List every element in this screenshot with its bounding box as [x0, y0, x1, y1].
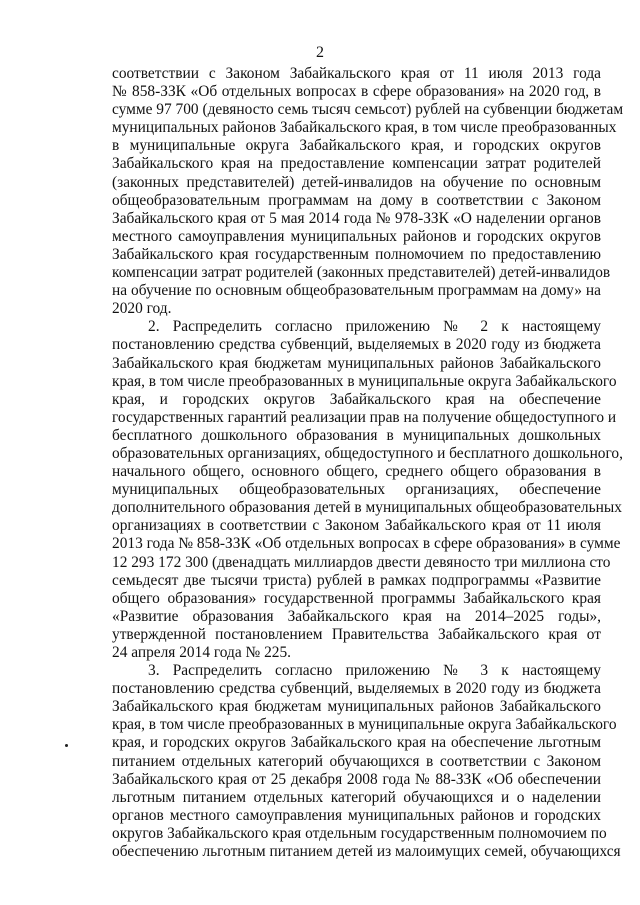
text-line: органов местного самоуправления муниципальных районов и городских: [112, 806, 601, 824]
text-line: 12 293 172 300 (двенадцать миллиардов двести девяносто три миллиона сто: [112, 553, 611, 571]
scan-speck: [65, 744, 68, 747]
text-line: 2. Распределить согласно приложению № 2 к настоящему: [148, 318, 601, 336]
text-line: № 858-ЗЗК «Об отдельных вопросах в сфере образования» на 2020 год, в: [112, 83, 601, 101]
text-line: компенсации затрат родителей (законных представителей) детей-инвалидов: [112, 264, 611, 282]
text-line: 2020 год.: [112, 300, 172, 318]
text-line: края, в том числе преобразованных в муниципальные округа Забайкальского: [112, 372, 617, 390]
text-line: округов Забайкальского края отдельным государственным полномочием по: [112, 824, 607, 842]
text-line: Забайкальского края бюджетам муниципальных районов Забайкальского: [112, 354, 601, 372]
text-line: «Развитие образования Забайкальского края на 2014–2025 годы»,: [112, 607, 601, 625]
text-line: питанием отдельных категорий обучающихся в соответствии с Законом: [112, 752, 601, 770]
text-line: общеобразовательным программам на дому в соответствии с Законом: [112, 191, 601, 209]
text-line: муниципальных общеобразовательных организациях, обеспечение: [112, 481, 601, 499]
text-line: 24 апреля 2014 года № 225.: [112, 644, 292, 661]
document-body: [112, 65, 624, 861]
page-number: 2: [316, 44, 324, 61]
text-line: обеспечению льготным питанием детей из малоимущих семей, обучающихся: [112, 843, 621, 861]
text-line: края, и городских округов Забайкальского края на обеспечение льготным: [112, 734, 601, 752]
text-line: Забайкальского края от 5 мая 2014 года № 978-ЗЗК «О наделении органов: [112, 209, 601, 227]
text-line: постановлению средства субвенций, выделяемых в 2020 году из бюджета: [112, 680, 601, 698]
text-line: образовательных организациях, общедоступного и бесплатного дошкольного,: [112, 444, 623, 462]
text-line: 3. Распределить согласно приложению № 3 к настоящему: [148, 662, 601, 680]
text-line: местного самоуправления муниципальных районов и городских округов: [112, 227, 601, 245]
text-line: утвержденной постановлением Правительства Забайкальского края от: [112, 625, 601, 643]
text-line: Забайкальского края на предоставление компенсации затрат родителей: [112, 155, 601, 173]
text-line: (законных представителей) детей-инвалидов на обучение по основным: [112, 173, 601, 191]
text-line: в муниципальные округа Забайкальского края, и городских округов: [112, 137, 601, 155]
text-line: начального общего, основного общего, среднего общего образования в: [112, 463, 601, 481]
text-line: на обучение по основным общеобразовательным программам на дому» на: [112, 282, 601, 300]
text-line: муниципальных районов Забайкальского края, в том числе преобразованных: [112, 119, 617, 137]
text-line: бесплатного дошкольного образования в муниципальных дошкольных: [112, 426, 601, 444]
text-line: общего образования» государственной программы Забайкальского края: [112, 589, 601, 607]
text-line: семьдесят две тысячи триста) рублей в рамках подпрограммы «Развитие: [112, 571, 601, 589]
text-line: 2013 года № 858-ЗЗК «Об отдельных вопросах в сфере образования» в сумме: [112, 535, 621, 553]
text-line: Забайкальского края бюджетам муниципальных районов Забайкальского: [112, 698, 601, 716]
text-line: дополнительного образования детей в муниципальных общеобразовательных: [112, 499, 622, 517]
text-line: сумме 97 700 (девяносто семь тысяч семьсот) рублей на субвенции бюджетам: [112, 101, 624, 119]
text-line: льготным питанием отдельных категорий обучающихся и о наделении: [112, 788, 601, 806]
text-line: края, и городских округов Забайкальского края на обеспечение: [112, 390, 601, 408]
text-line: края, в том числе преобразованных в муниципальные округа Забайкальского: [112, 716, 617, 734]
text-line: соответствии с Законом Забайкальского края от 11 июля 2013 года: [112, 65, 601, 82]
text-line: организациях в соответствии с Законом Забайкальского края от 11 июля: [112, 517, 601, 535]
text-line: государственных гарантий реализации прав на получение общедоступного и: [112, 408, 617, 426]
text-line: постановлению средства субвенций, выделяемых в 2020 году из бюджета: [112, 336, 601, 354]
text-line: Забайкальского края от 25 декабря 2008 года № 88-ЗЗК «Об обеспечении: [112, 770, 601, 788]
text-line: Забайкальского края государственным полномочием по предоставлению: [112, 245, 601, 263]
